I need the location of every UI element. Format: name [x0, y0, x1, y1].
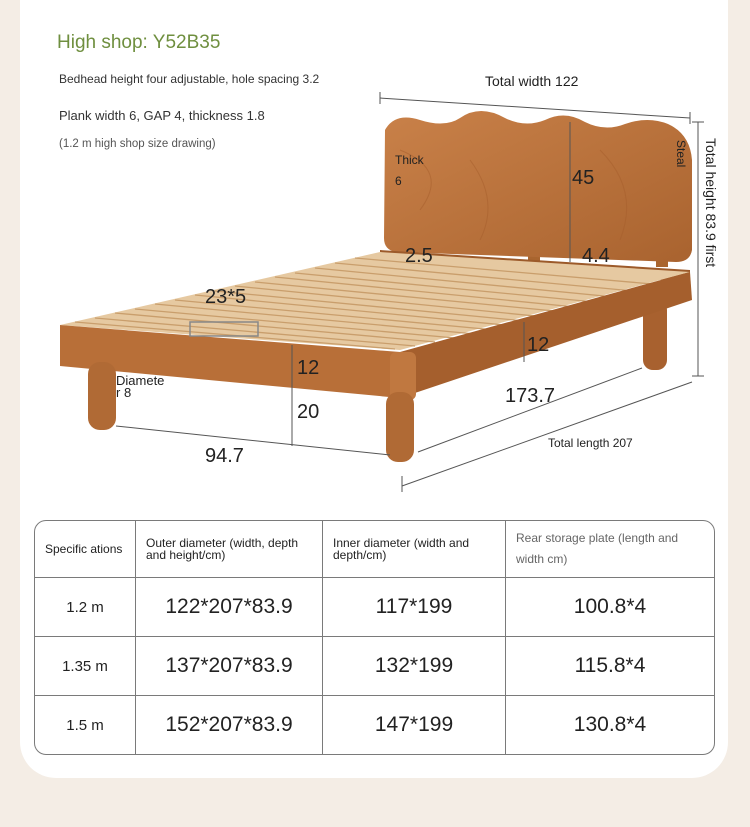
handle-label: 23*5	[205, 286, 247, 308]
row-size: 1.5 m	[35, 696, 136, 754]
total-length-label: Total length 207	[548, 436, 633, 450]
row-rear: 115.8*4	[506, 637, 714, 696]
front-right-leg	[386, 392, 414, 462]
thick-label: Thick	[395, 153, 424, 167]
row-outer: 122*207*83.9	[136, 578, 323, 637]
inner-width-label: 94.7	[205, 445, 244, 467]
header-outer: Outer diameter (width, depth and height/cm)	[136, 521, 323, 578]
row-size: 1.35 m	[35, 637, 136, 696]
row-outer: 152*207*83.9	[136, 696, 323, 754]
front-frame-height-label: 12	[297, 357, 320, 379]
page-title: High shop: Y52B35	[57, 32, 221, 53]
row-inner: 132*199	[323, 637, 506, 696]
table-row	[35, 696, 714, 754]
row-size: 1.2 m	[35, 578, 136, 637]
spec-table	[34, 520, 715, 755]
headboard	[384, 111, 692, 262]
headboard-gap-label: 4.4	[582, 245, 610, 267]
row-inner: 147*199	[323, 696, 506, 754]
bedhead-note: Bedhead height four adjustable, hole spacing 3.2	[59, 72, 320, 86]
table-row	[35, 578, 714, 637]
row-rear: 100.8*4	[506, 578, 714, 637]
row-inner: 117*199	[323, 578, 506, 637]
headboard-height-label: 45	[572, 167, 595, 189]
leg-height-label: 20	[297, 401, 320, 423]
diameter-label-1: Diamete	[116, 373, 165, 388]
table-row	[35, 637, 714, 696]
header-spec: Specific ations	[35, 521, 136, 578]
post-label: 2.5	[405, 245, 433, 267]
side-frame-height-label: 12	[527, 334, 550, 356]
inner-length-label: 173.7	[505, 385, 556, 407]
header-inner: Inner diameter (width and depth/cm)	[323, 521, 506, 578]
thick-value: 6	[395, 174, 402, 188]
diameter-label-2: r 8	[116, 385, 132, 400]
row-rear: 130.8*4	[573, 713, 647, 736]
row-outer: 137*207*83.9	[136, 637, 323, 696]
header-rear: Rear storage plate (length and width cm)	[506, 521, 714, 578]
small-label: Steal	[674, 140, 688, 168]
table-header-row	[35, 521, 714, 578]
front-left-leg	[88, 362, 116, 430]
plank-note: Plank width 6, GAP 4, thickness 1.8	[59, 108, 265, 123]
total-height-label: Total height 83.9 first	[703, 138, 719, 268]
total-width-label: Total width 122	[485, 73, 579, 89]
drawing-note: (1.2 m high shop size drawing)	[59, 138, 216, 150]
